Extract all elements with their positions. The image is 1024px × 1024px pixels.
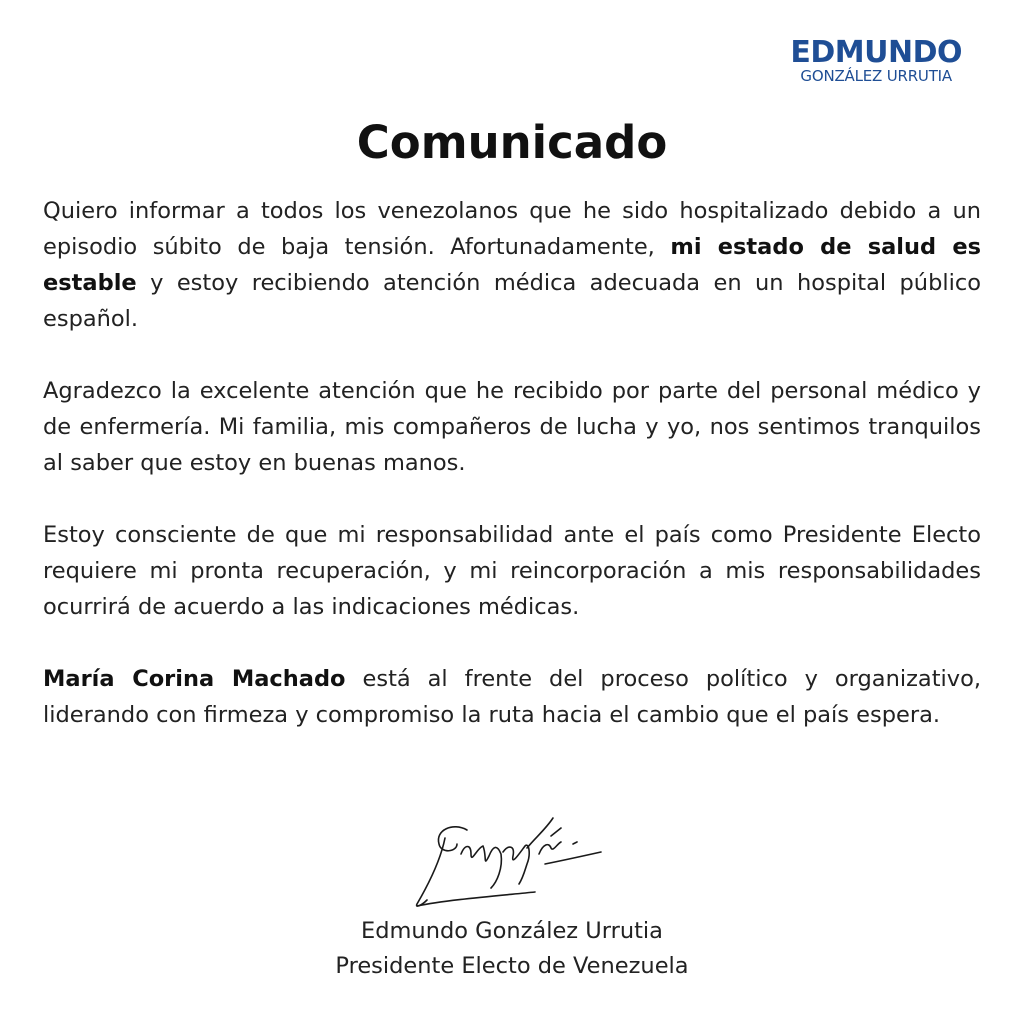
paragraph-4-rest: está al frente del proceso político y organizativo, liderando con firmeza y compromiso la ruta hacia el cambio que el país espera. xyxy=(43,666,981,728)
paragraph-3: Estoy consciente de que mi responsabilidad ante el país como Presidente Electo requiere mi pronta recuperación, y mi reincorporación a mis responsabilidades ocurrirá de acuerdo a las indicaciones médicas. xyxy=(43,522,981,620)
signer-name: Edmundo González Urrutia xyxy=(361,918,663,944)
paragraph-4 xyxy=(43,661,981,733)
paragraph-1-start: Quiero informar a todos los venezolanos que he sido hospitalizado debido a un episodio súbito de baja tensión. Afortunadamente, xyxy=(43,198,981,260)
statement-body xyxy=(43,193,981,769)
logo-name: EDMUNDO xyxy=(790,35,962,70)
paragraph-1 xyxy=(43,193,981,337)
paragraph-2: Agradezco la excelente atención que he recibido por parte del personal médico y de enfermería. Mi familia, mis compañeros de lucha y yo, nos sentimos tranquilos al saber que estoy en buenas manos. xyxy=(43,378,981,476)
page-title: Comunicado xyxy=(356,116,668,169)
signer-role: Presidente Electo de Venezuela xyxy=(335,953,689,979)
logo-surname: GONZÁLEZ URRUTIA xyxy=(800,67,952,85)
edmundo-gonzalez-logo xyxy=(790,35,962,85)
paragraph-4-bold-name: María Corina Machado xyxy=(43,666,346,692)
signer-block xyxy=(0,914,1024,984)
handwritten-signature xyxy=(405,808,615,918)
paragraph-1-end: y estoy recibiendo atención médica adecuada en un hospital público español. xyxy=(43,270,981,332)
paragraph-1-bold: mi estado de salud es estable xyxy=(43,234,982,296)
